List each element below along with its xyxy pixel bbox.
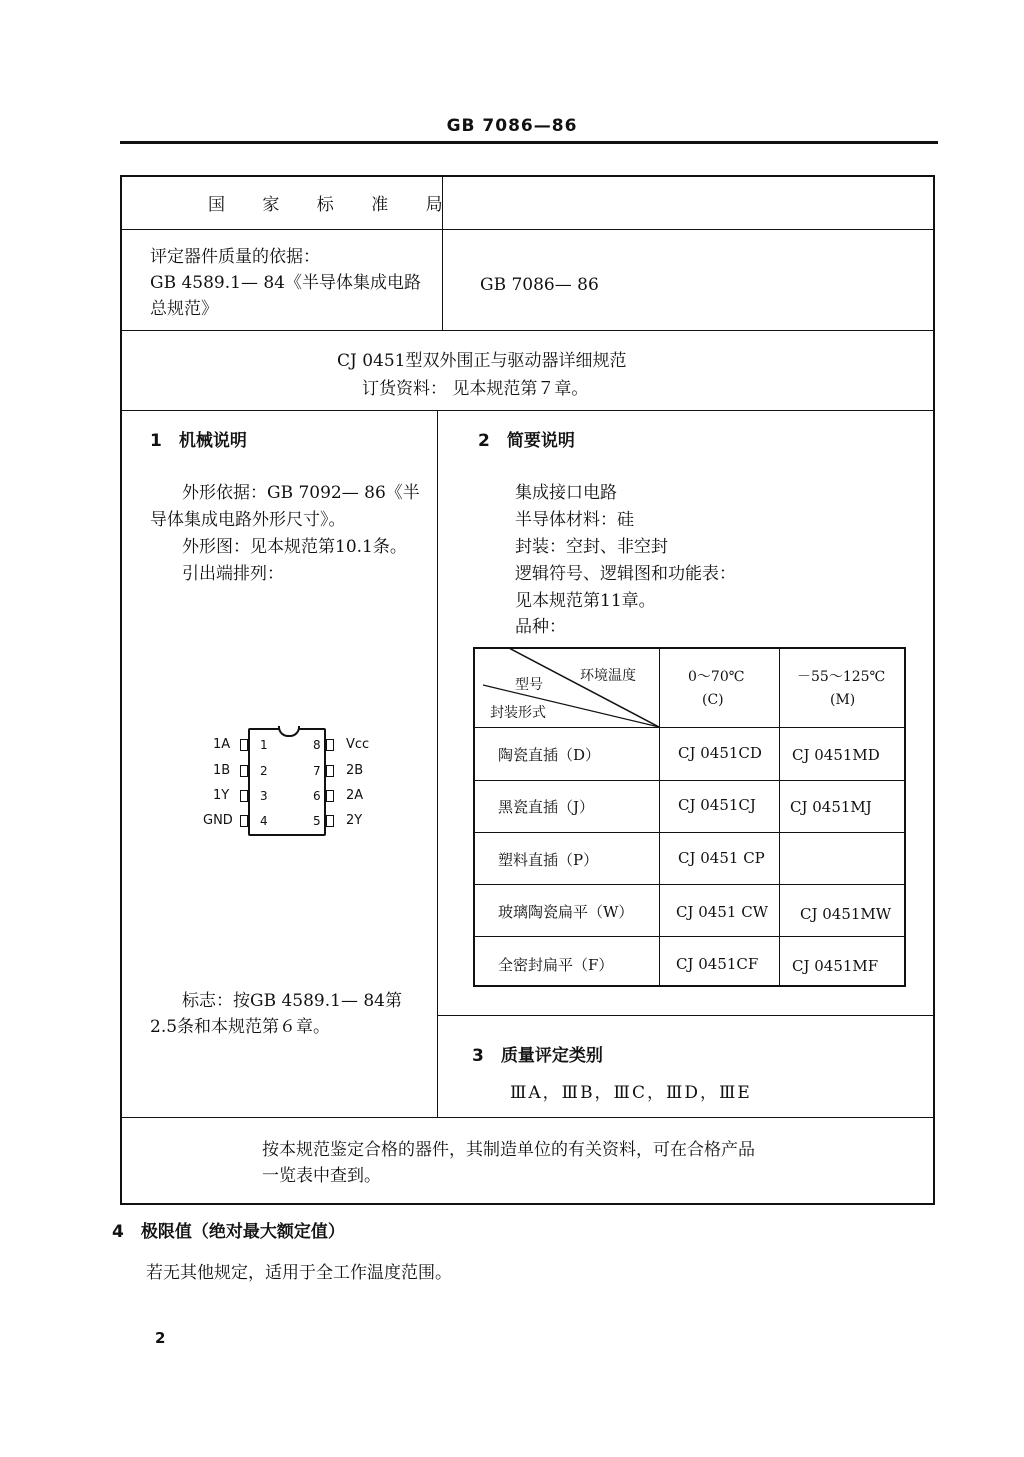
middle-divider-vertical [437, 410, 438, 1117]
type-mw: CJ 0451MW [800, 905, 892, 923]
footer-box-top-line [120, 1117, 935, 1118]
qualified-note-line-1: 按本规范鉴定合格的器件，其制造单位的有关资料，可在合格产品 [262, 1140, 755, 1160]
package-j: 黑瓷直插（J） [498, 798, 595, 816]
type-mj: CJ 0451MJ [790, 798, 872, 816]
pin-label-2a: 2A [346, 788, 364, 803]
pin-number-7: 7 [313, 764, 321, 778]
package-d: 陶瓷直插（D） [498, 746, 601, 764]
pin-5-lead [326, 815, 334, 827]
pin-label-1y: 1Y [213, 788, 230, 803]
type-cf: CJ 0451CF [676, 955, 759, 973]
pin-number-4: 4 [260, 814, 268, 828]
pin-2-lead [240, 765, 248, 777]
pin-label-vcc: Vcc [346, 737, 370, 752]
corner-env-label: 环境温度 [580, 668, 636, 684]
brief-line-5: 见本规范第11章。 [515, 591, 656, 611]
pin-label-1a: 1A [213, 737, 231, 752]
pin-number-5: 5 [313, 814, 321, 828]
pin-arrangement-label: 引出端排列： [182, 564, 284, 584]
pin-number-8: 8 [313, 738, 321, 752]
type-md: CJ 0451MD [792, 746, 880, 764]
temp-m-range: －55～125℃ [797, 669, 886, 685]
temp-c-code: (C) [702, 692, 724, 708]
section3-top-line [437, 1015, 935, 1016]
package-p: 塑料直插（P） [498, 851, 599, 869]
pin-label-2y: 2Y [346, 813, 363, 828]
type-cp: CJ 0451 CP [678, 849, 765, 867]
type-cd: CJ 0451CD [678, 744, 762, 762]
qualified-note-line-2: 一览表中查到。 [262, 1166, 381, 1186]
variants-row-line-3 [473, 832, 906, 833]
brief-line-6: 品种： [515, 617, 566, 637]
pin-4-lead [240, 815, 248, 827]
basis-line-3: 总规范》 [150, 299, 218, 319]
pin-1-lead [240, 739, 248, 751]
brief-line-2: 半导体材料：硅 [515, 510, 634, 530]
pin-number-1: 1 [260, 738, 268, 752]
document-code: GB 7086—86 [446, 116, 578, 136]
spec-title: CJ 0451型双外围正与驱动器详细规范 [337, 351, 627, 371]
header-rule [120, 141, 938, 144]
pin-7-lead [326, 765, 334, 777]
standard-number: GB 7086— 86 [480, 275, 599, 295]
outline-basis-line-1: 外形依据：GB 7092— 86《半 [182, 483, 420, 503]
basis-line-1: 评定器件质量的依据： [150, 247, 320, 267]
pin-label-1b: 1B [213, 763, 231, 778]
outline-basis-line-2: 导体集成电路外形尺寸》。 [150, 510, 346, 530]
marking-line-2: 2.5条和本规范第６章。 [150, 1017, 331, 1037]
pin-label-gnd: GND [203, 813, 233, 828]
outline-drawing-ref: 外形图：见本规范第10.1条。 [182, 537, 407, 557]
pin-number-2: 2 [260, 764, 268, 778]
issuer-name: 国 家 标 准 局 [208, 195, 459, 215]
type-mf: CJ 0451MF [792, 957, 879, 975]
row-line-3 [120, 410, 935, 411]
section1-heading: 1 机械说明 [150, 431, 247, 451]
temp-m-code: (M) [830, 692, 856, 708]
marking-line-1: 标志：按GB 4589.1— 84第 [182, 991, 402, 1011]
variants-row-line-5 [473, 936, 906, 937]
package-f: 全密封扁平（F） [498, 956, 614, 974]
corner-package-label: 封装形式 [490, 705, 546, 721]
corner-model-label: 型号 [515, 677, 543, 693]
quality-categories: ⅢA，ⅢB，ⅢC，ⅢD，ⅢE [510, 1083, 752, 1103]
row-line-1 [120, 229, 935, 230]
brief-line-3: 封装：空封、非空封 [515, 537, 668, 557]
pin-number-6: 6 [313, 789, 321, 803]
type-cw: CJ 0451 CW [676, 903, 769, 921]
pin-number-3: 3 [260, 789, 268, 803]
temp-c-range: 0～70℃ [688, 669, 745, 685]
pin-8-lead [326, 739, 334, 751]
pin-3-lead [240, 790, 248, 802]
brief-line-4: 逻辑符号、逻辑图和功能表： [515, 564, 736, 584]
pin-label-2b: 2B [346, 763, 364, 778]
section4-heading: 4 极限值（绝对最大额定值） [112, 1222, 345, 1242]
pin-6-lead [326, 790, 334, 802]
basis-line-2: GB 4589.1— 84《半导体集成电路 [150, 273, 421, 293]
variants-row-line-4 [473, 884, 906, 885]
order-info: 订货资料： 见本规范第７章。 [362, 379, 589, 399]
package-w: 玻璃陶瓷扁平（W） [498, 903, 634, 921]
type-cj: CJ 0451CJ [678, 796, 756, 814]
section2-heading: 2 简要说明 [478, 431, 575, 451]
section3-heading: 3 质量评定类别 [472, 1046, 603, 1066]
row-line-2 [120, 330, 935, 331]
variants-row-line-2 [473, 780, 906, 781]
page-number: 2 [155, 1329, 166, 1347]
section4-text: 若无其他规定，适用于全工作温度范围。 [146, 1263, 452, 1283]
brief-line-1: 集成接口电路 [515, 483, 617, 503]
